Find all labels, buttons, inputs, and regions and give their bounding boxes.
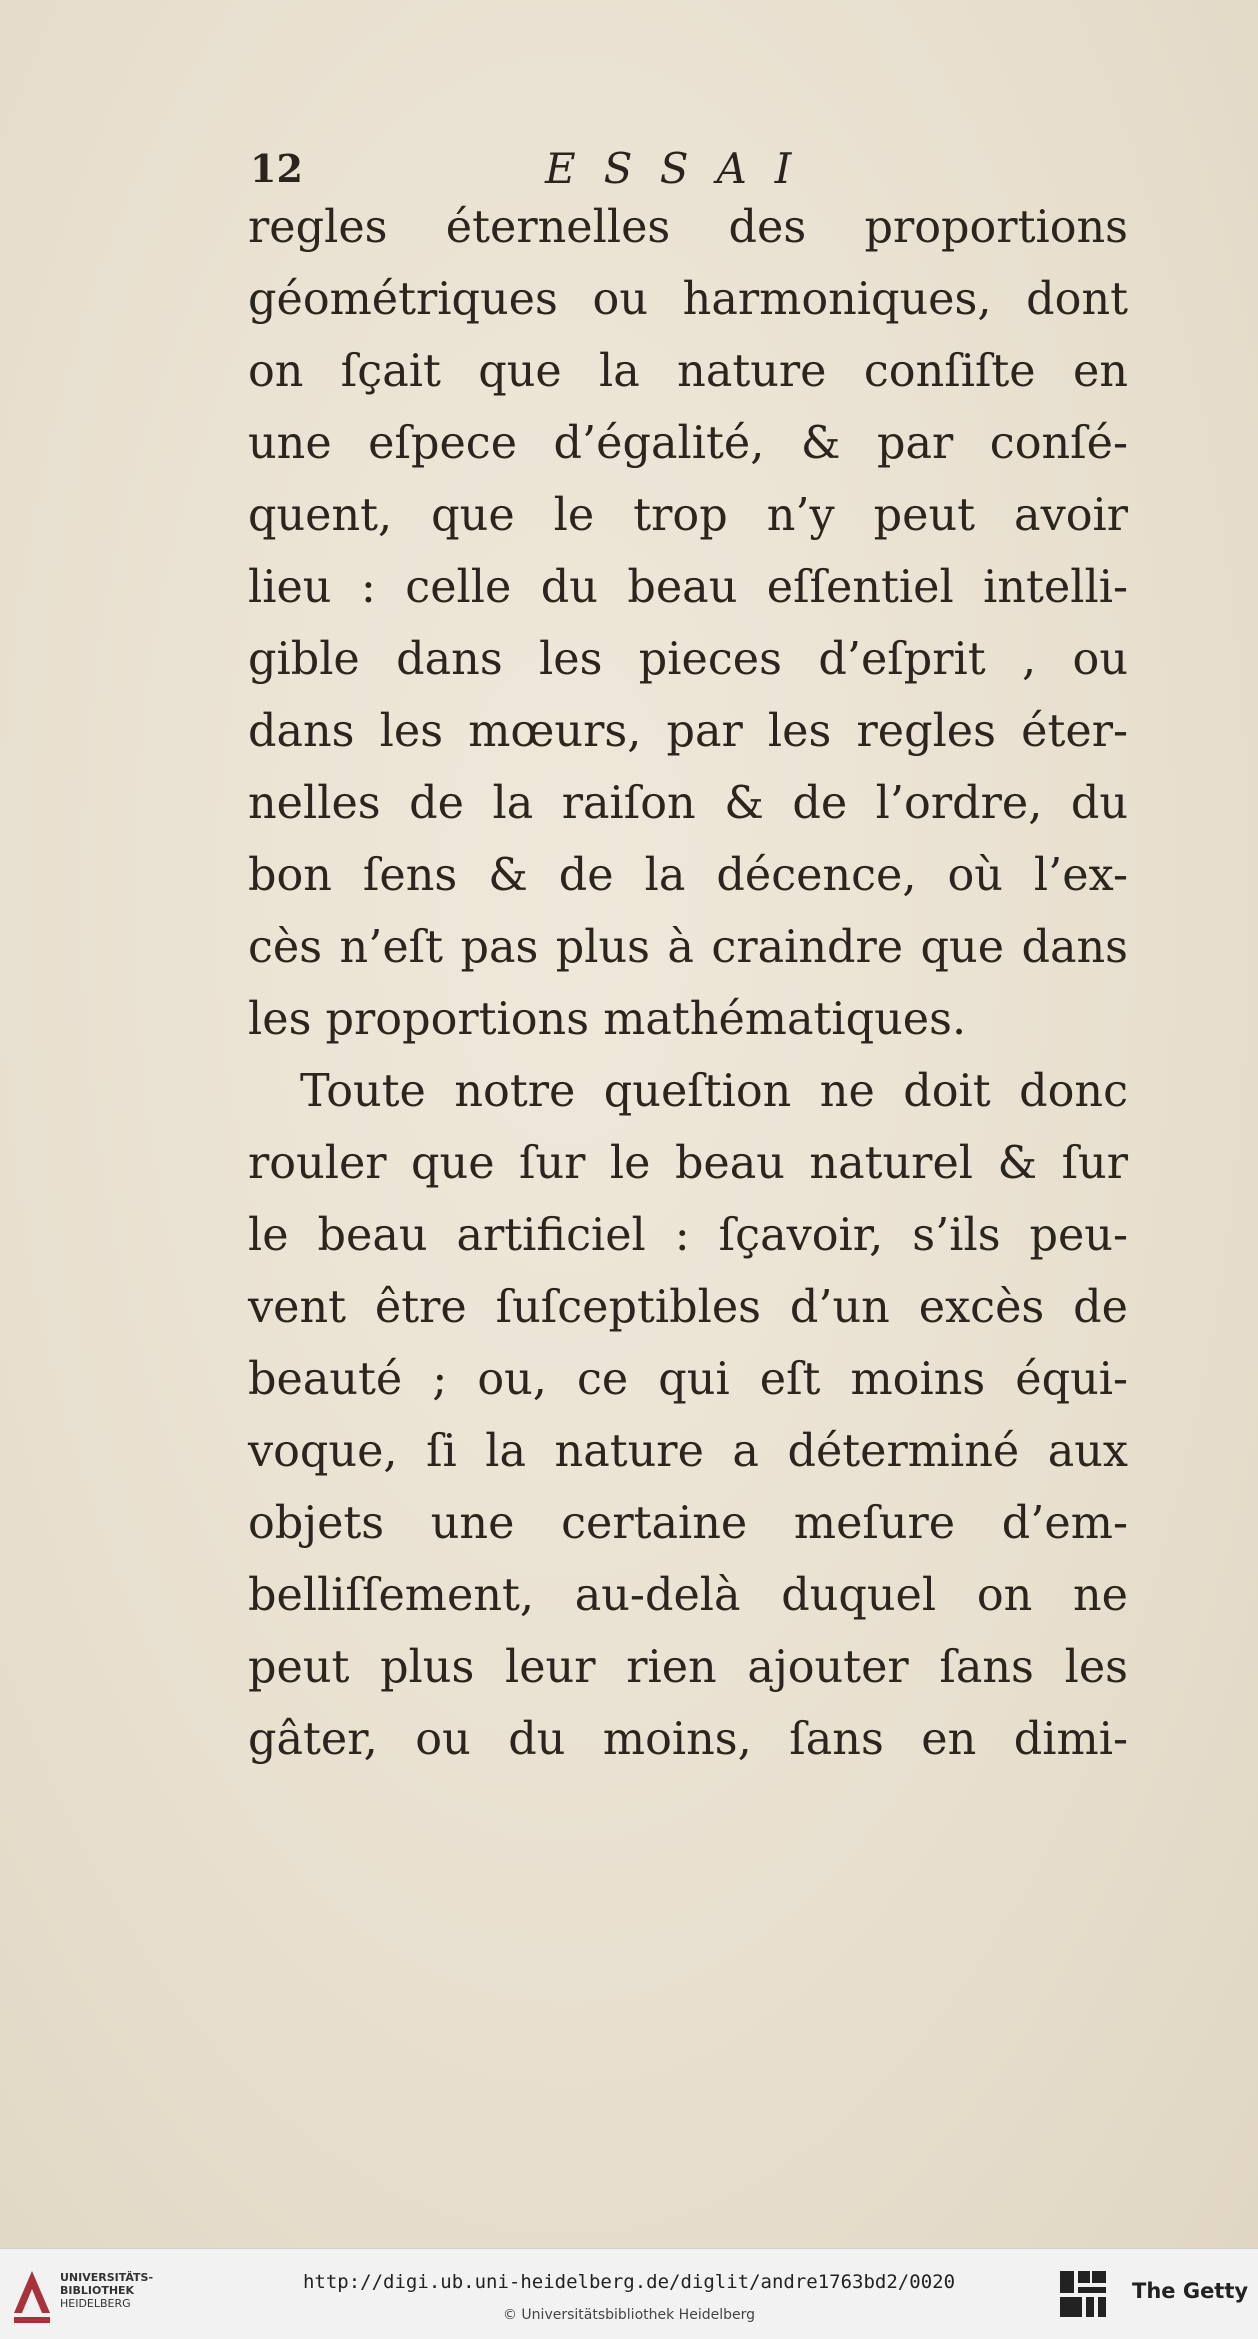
text-line: peut plus leur rien ajouter ſans les (248, 1642, 1128, 1693)
text-line: géométriques ou harmoniques, dont (248, 274, 1128, 325)
text-line: beauté ; ou, ce qui eſt moins équi- (248, 1354, 1128, 1405)
text-line: rouler que ſur le beau naturel & ſur (248, 1138, 1128, 1189)
page-number: 12 (250, 146, 303, 191)
running-title: ESSAI (545, 144, 820, 193)
text-line: dans les mœurs, par les regles éter- (248, 706, 1128, 757)
partner-name: The Getty (1132, 2279, 1249, 2303)
text-line: une eſpece d’égalité, & par conſé- (248, 418, 1128, 469)
library-name: UNIVERSITÄTS- BIBLIOTHEK HEIDELBERG (60, 2271, 154, 2310)
page-header (250, 140, 1120, 200)
text-line: bon ſens & de la décence, où l’ex- (248, 850, 1128, 901)
text-line: les proportions mathématiques. (248, 994, 967, 1045)
getty-logo-icon (1058, 2269, 1108, 2319)
text-line: vent être ſuſceptibles d’un excès de (248, 1282, 1128, 1333)
text-line: on ſçait que la nature conſiſte en (248, 346, 1128, 397)
text-line: objets une certaine meſure d’em- (248, 1498, 1128, 1549)
text-line: gâter, ou du moins, ſans en dimi- (248, 1714, 1128, 1765)
body-text (248, 192, 1128, 1776)
text-line: nelles de la raiſon & de l’ordre, du (248, 778, 1128, 829)
text-line: gible dans les pieces d’eſprit , ou (248, 634, 1128, 685)
copyright-notice: © Universitätsbibliothek Heidelberg (502, 2307, 755, 2323)
text-line: cès n’eſt pas plus à craindre que dans (248, 922, 1128, 973)
text-line: quent, que le trop n’y peut avoir (248, 490, 1128, 541)
text-line: le beau artificiel : ſçavoir, s’ils peu- (248, 1210, 1128, 1261)
text-line: regles éternelles des proportions (248, 202, 1128, 253)
paragraph-first-line: Toute notre queſtion ne doit donc (300, 1066, 1128, 1117)
text-line: lieu : celle du beau eſſentiel intelli- (248, 562, 1128, 613)
text-line: voque, ſi la nature a déterminé aux (248, 1426, 1128, 1477)
text-line: belliſſement, au-delà duquel on ne (248, 1570, 1128, 1621)
permalink-url[interactable]: http://digi.ub.uni-heidelberg.de/diglit/andre1763bd2/0020 (302, 2271, 956, 2293)
viewer-footer (0, 2248, 1258, 2339)
